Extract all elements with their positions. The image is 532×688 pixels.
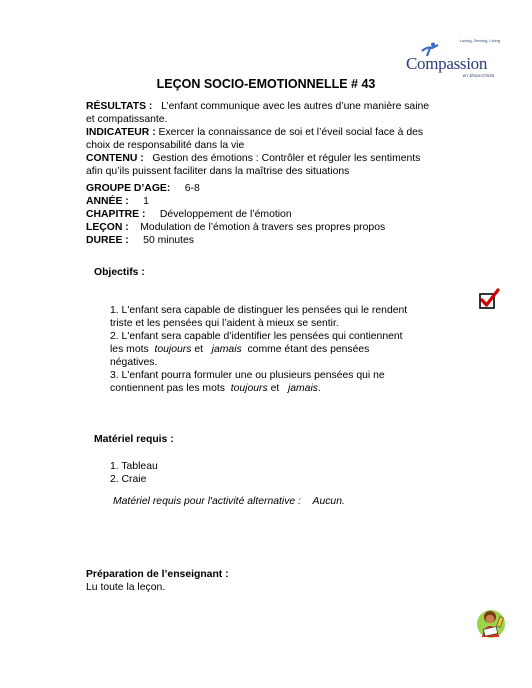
lecon-row: LEÇON : Modulation de l’émotion à travers ses propres propos bbox=[86, 222, 386, 233]
materiel-item-1: 1. Tableau bbox=[110, 461, 158, 472]
duree-row: DUREE : 50 minutes bbox=[86, 235, 194, 246]
objectifs-list bbox=[110, 304, 430, 395]
materiel-alternative: Matériel requis pour l'activité alternative : Aucun. bbox=[113, 496, 345, 507]
contenu-line1: CONTENU : Gestion des émotions : Contrôler et réguler les sentiments bbox=[86, 153, 421, 164]
annee-row: ANNÉE : 1 bbox=[86, 196, 149, 207]
logo-subtext: en Jésus-Christ bbox=[462, 73, 494, 78]
logo-tagline: Loving, Serving, Living bbox=[459, 38, 500, 43]
indicateur-line2: choix de responsabilité dans la vie bbox=[86, 140, 245, 151]
materiel-list bbox=[110, 460, 410, 486]
objectif-2-line2: les mots toujours et jamais comme étant des pensées bbox=[110, 344, 370, 355]
logo-word: Compassion bbox=[406, 54, 488, 73]
child-reading-icon bbox=[476, 607, 508, 641]
page-title: LEÇON SOCIO-EMOTIONNELLE # 43 bbox=[156, 77, 376, 91]
objectif-2-line3: négatives. bbox=[110, 357, 158, 368]
checkbox-check-icon bbox=[477, 287, 501, 311]
lesson-meta bbox=[86, 182, 446, 247]
lesson-header bbox=[86, 100, 446, 178]
groupe-row: GROUPE D’AGE: 6-8 bbox=[86, 183, 200, 194]
objectif-1-line1: 1. L'enfant sera capable de distinguer les pensées qui le rendent bbox=[110, 305, 408, 316]
objectif-3-line1: 3. L'enfant pourra formuler une ou plusieurs pensées qui ne bbox=[110, 370, 385, 381]
preparation-heading: Préparation de l’enseignant : bbox=[86, 569, 229, 580]
objectifs-heading: Objectifs : bbox=[94, 267, 145, 278]
objectif-3-line2: contiennent pas les mots toujours et jamais. bbox=[110, 383, 321, 394]
compassion-logo bbox=[404, 38, 500, 82]
materiel-item-2: 2. Craie bbox=[110, 474, 147, 485]
resultats-line1: RÉSULTATS : L’enfant communique avec les autres d’une manière saine bbox=[86, 101, 430, 112]
resultats-line2: et compatissante. bbox=[86, 114, 168, 125]
chapitre-row: CHAPITRE : Développement de l’émotion bbox=[86, 209, 292, 220]
objectif-1-line2: triste et les pensées qui l’aident à mieux se sentir. bbox=[110, 318, 339, 329]
indicateur-line1: INDICATEUR : Exercer la connaissance de soi et l’éveil social face à des bbox=[86, 127, 424, 138]
preparation-text: Lu toute la leçon. bbox=[86, 582, 166, 593]
materiel-heading: Matériel requis : bbox=[94, 434, 174, 445]
contenu-line2: afin qu’ils puissent faciliter dans la maîtrise des situations bbox=[86, 166, 350, 177]
objectif-2-line1: 2. L'enfant sera capable d’identifier les pensées qui contiennent bbox=[110, 331, 403, 342]
